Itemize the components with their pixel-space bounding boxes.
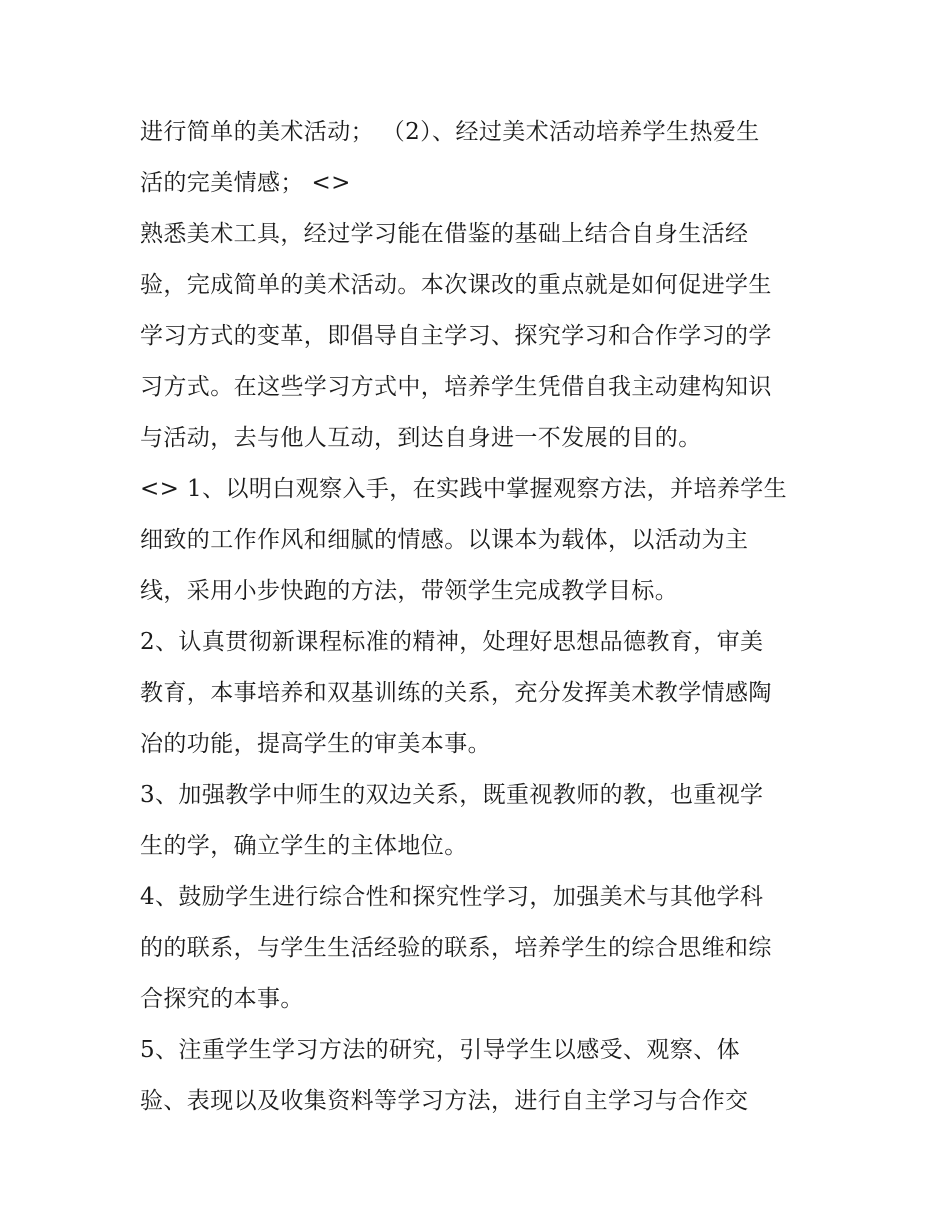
text-line: 的的联系，与学生生活经验的联系，培养学生的综合思维和综 — [140, 935, 772, 961]
text-line: 教育，本事培养和双基训练的关系，充分发挥美术教学情感陶 — [140, 680, 772, 706]
text-line: 学习方式的变革，即倡导自主学习、探究学习和合作学习的学 — [140, 323, 772, 349]
text-line: 冶的功能，提高学生的审美本事。 — [140, 731, 491, 757]
text-line: 验，完成简单的美术活动。本次课改的重点就是如何促进学生 — [140, 272, 772, 298]
text-line: 4、鼓励学生进行综合性和探究性学习，加强美术与其他学科 — [140, 884, 764, 910]
text-line: 5、注重学生学习方法的研究，引导学生以感受、观察、体 — [140, 1037, 741, 1063]
text-line: 熟悉美术工具，经过学习能在借鉴的基础上结合自身生活经 — [140, 221, 749, 247]
document-body — [140, 107, 820, 1127]
text-line: 验、表现以及收集资料等学习方法，进行自主学习与合作交 — [140, 1088, 749, 1114]
text-line: 线，采用小步快跑的方法，带领学生完成教学目标。 — [140, 578, 679, 604]
text-line: 3、加强教学中师生的双边关系，既重视教师的教，也重视学 — [140, 782, 764, 808]
text-line: 活的完美情感； <> — [140, 170, 351, 196]
text-line: 生的学，确立学生的主体地位。 — [140, 833, 468, 859]
text-line: 合探究的本事。 — [140, 986, 304, 1012]
text-line: 进行简单的美术活动； （2）、经过美术活动培养学生热爱生 — [140, 119, 760, 145]
text-line: 习方式。在这些学习方式中，培养学生凭借自我主动建构知识 — [140, 374, 772, 400]
text-line: 2、认真贯彻新课程标准的精神，处理好思想品德教育，审美 — [140, 629, 764, 655]
text-line: 与活动，去与他人互动，到达自身进一不发展的目的。 — [140, 425, 702, 451]
text-line: <> 1、以明白观察入手，在实践中掌握观察方法，并培养学生 — [140, 476, 788, 502]
text-line: 细致的工作作风和细腻的情感。以课本为载体，以活动为主 — [140, 527, 749, 553]
